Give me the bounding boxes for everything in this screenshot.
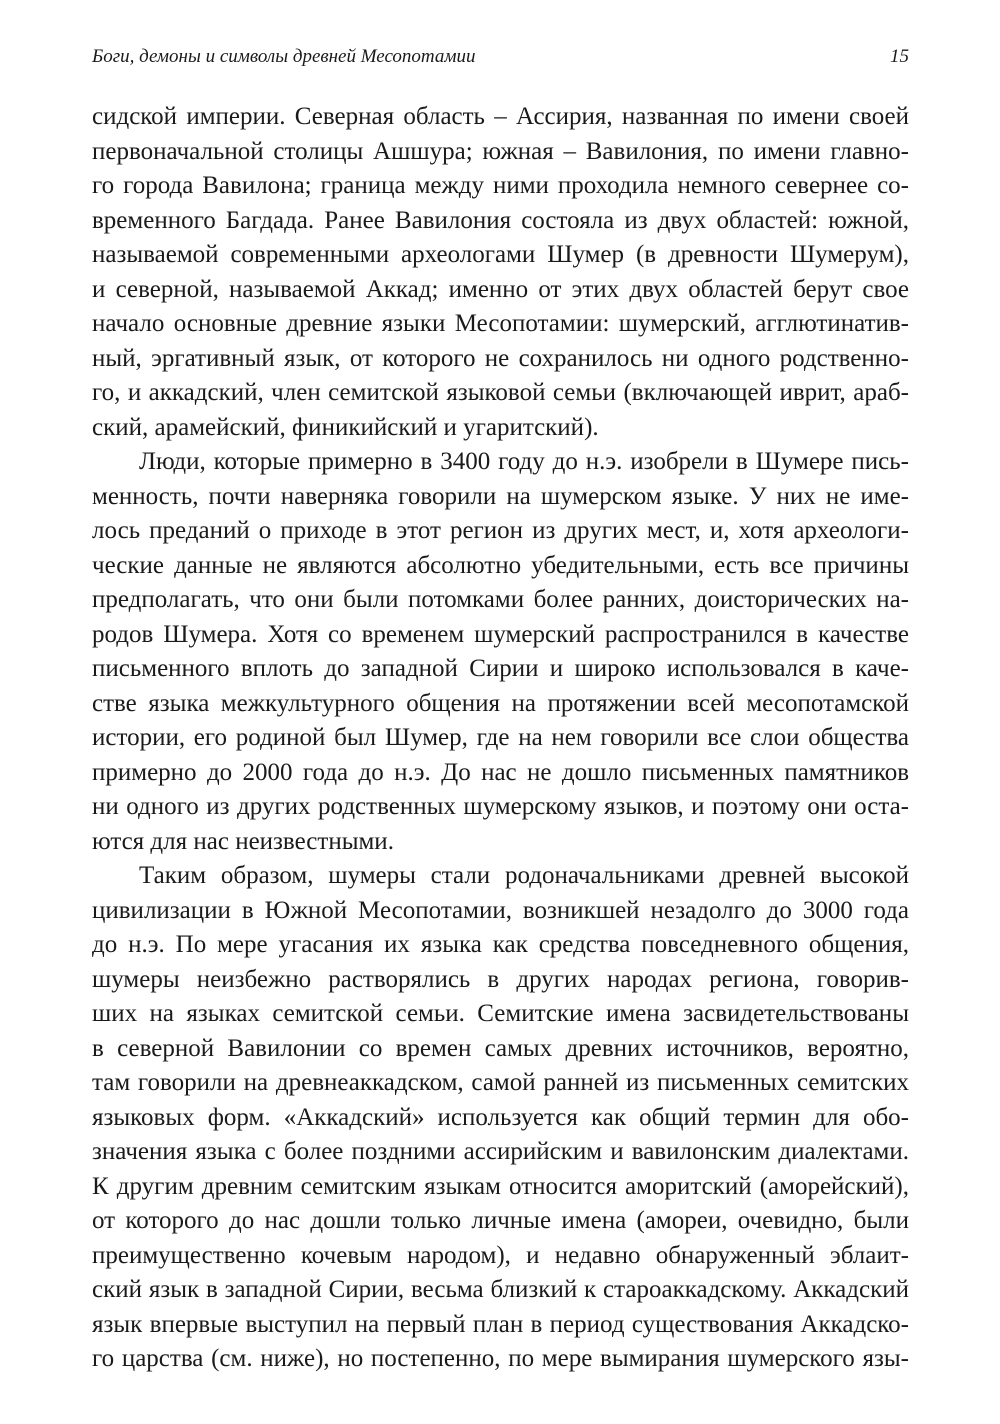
text-line: ский язык в западной Сирии, весьма близкий к староаккадскому. Аккадский <box>92 1276 909 1303</box>
text-line: от которого до нас дошли только личные имена (амореи, очевидно, были <box>92 1207 909 1234</box>
text-line: значения языка с более поздними ассирийским и вавилонским диалектами. <box>92 1138 909 1165</box>
text-line: ческие данные не являются абсолютно убедительными, есть все причины <box>92 551 909 579</box>
text-line: лось преданий о приходе в этот регион из других мест, и, хотя археологи- <box>92 517 909 544</box>
text-line: Таким образом, шумеры стали родоначальниками древней высокой <box>139 862 909 889</box>
text-line: временного Багдада. Ранее Вавилония состояла из двух областей: южной, <box>92 206 909 234</box>
body-text <box>92 100 909 1377</box>
text-line: ни одного из других родственных шумерскому языков, и поэтому они оста- <box>92 793 909 820</box>
page-number: 15 <box>890 46 909 67</box>
text-line: родов Шумера. Хотя со временем шумерский распространился в качестве <box>92 620 909 648</box>
text-line: письменного вплоть до западной Сирии и широко использовался в каче- <box>92 655 909 682</box>
text-line: предполагать, что они были потомками более ранних, доисторических на- <box>92 586 909 613</box>
running-title: Боги, демоны и символы древней Месопотамии <box>92 46 476 67</box>
text-line: первоначальной столицы Ашшура; южная – Вавилония, по имени главно- <box>92 137 909 165</box>
text-line: Люди, которые примерно в 3400 году до н.э. изобрели в Шумере пись- <box>139 448 909 475</box>
text-line: ский, арамейский, финикийский и угаритский). <box>92 413 599 441</box>
text-line: го царства (см. ниже), но постепенно, по мере вымирания шумерского язы- <box>92 1345 909 1372</box>
text-line: ших на языках семитской семьи. Семитские имена засвидетельствованы <box>92 1000 909 1027</box>
text-line: в северной Вавилонии со времен самых древних источников, вероятно, <box>92 1034 909 1062</box>
text-line: называемой современными археологами Шумер (в древности Шумерум), <box>92 241 909 268</box>
text-line: ются для нас неизвестными. <box>92 827 394 855</box>
text-line: до н.э. По мере угасания их языка как средства повседневного общения, <box>92 931 909 958</box>
text-line: К другим древним семитским языкам относится аморитский (аморейский), <box>92 1172 909 1200</box>
text-line: язык впервые выступил на первый план в период существования Аккадско- <box>92 1310 909 1338</box>
text-line: преимущественно кочевым народом), и недавно обнаруженный эблаит- <box>92 1241 909 1269</box>
text-line: стве языка межкультурного общения на протяжении всей месопотамской <box>92 689 909 717</box>
text-line: истории, его родиной был Шумер, где на нем говорили все слои общества <box>92 724 909 751</box>
text-line: и северной, называемой Аккад; именно от этих двух областей берут свое <box>92 275 909 303</box>
text-line: го города Вавилона; граница между ними проходила немного севернее со- <box>92 172 909 199</box>
text-line: ный, эргативный язык, от которого не сохранилось ни одного родственно- <box>92 344 909 372</box>
text-line: языковых форм. «Аккадский» используется как общий термин для обо- <box>92 1103 909 1131</box>
text-line: примерно до 2000 года до н.э. До нас не дошло письменных памятников <box>92 758 909 786</box>
text-line: шумеры неизбежно растворялись в других народах региона, говорив- <box>92 965 909 993</box>
text-line: цивилизации в Южной Месопотамии, возникшей незадолго до 3000 года <box>92 896 909 924</box>
text-line: сидской империи. Северная область – Ассирия, названная по имени своей <box>92 103 909 130</box>
text-line: начало основные древние языки Месопотамии: шумерский, агглютинатив- <box>92 310 909 337</box>
text-line: там говорили на древнеаккадском, самой ранней из письменных семитских <box>92 1069 909 1096</box>
text-line: менность, почти наверняка говорили на шумерском языке. У них не име- <box>92 482 909 510</box>
text-line: го, и аккадский, член семитской языковой семьи (включающей иврит, араб- <box>92 379 909 406</box>
running-header <box>92 46 909 76</box>
